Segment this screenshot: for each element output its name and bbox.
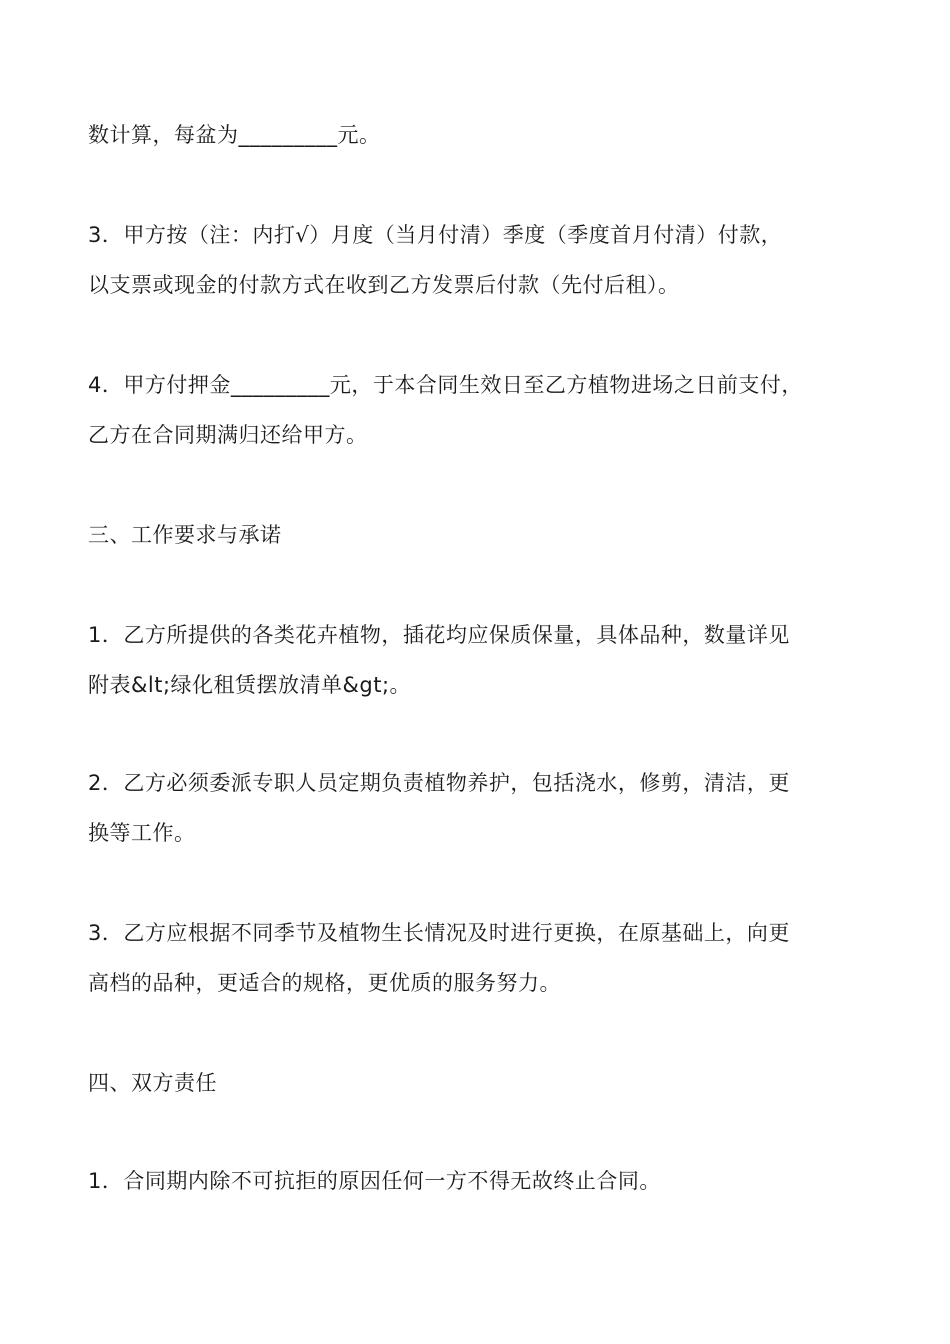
text-line: 以支票或现金的付款方式在收到乙方发票后付款（先付后租）。 bbox=[88, 273, 680, 297]
text-line: 数计算，每盆为_________元。 bbox=[88, 123, 381, 147]
text-line: 附表&lt;绿化租赁摆放清单&gt;。 bbox=[88, 673, 412, 697]
text-line: 3．甲方按（注：内打√）月度（当月付清）季度（季度首月付清）付款， bbox=[88, 223, 783, 247]
section-heading: 四、双方责任 bbox=[88, 1071, 217, 1095]
text-line: 4．甲方付押金_________元，于本合同生效日至乙方植物进场之日前支付， bbox=[88, 373, 803, 397]
text-line: 换等工作。 bbox=[88, 821, 196, 845]
text-line: 1．乙方所提供的各类花卉植物，插花均应保质保量，具体品种，数量详见 bbox=[88, 623, 790, 647]
section-heading: 三、工作要求与承诺 bbox=[88, 523, 282, 547]
text-line: 2．乙方必须委派专职人员定期负责植物养护，包括浇水，修剪，清洁，更 bbox=[88, 771, 790, 795]
text-line: 乙方在合同期满归还给甲方。 bbox=[88, 423, 368, 447]
text-line: 1．合同期内除不可抗拒的原因任何一方不得无故终止合同。 bbox=[88, 1169, 661, 1193]
text-line: 高档的品种，更适合的规格，更优质的服务努力。 bbox=[88, 971, 561, 995]
text-line: 3．乙方应根据不同季节及植物生长情况及时进行更换，在原基础上，向更 bbox=[88, 921, 790, 945]
